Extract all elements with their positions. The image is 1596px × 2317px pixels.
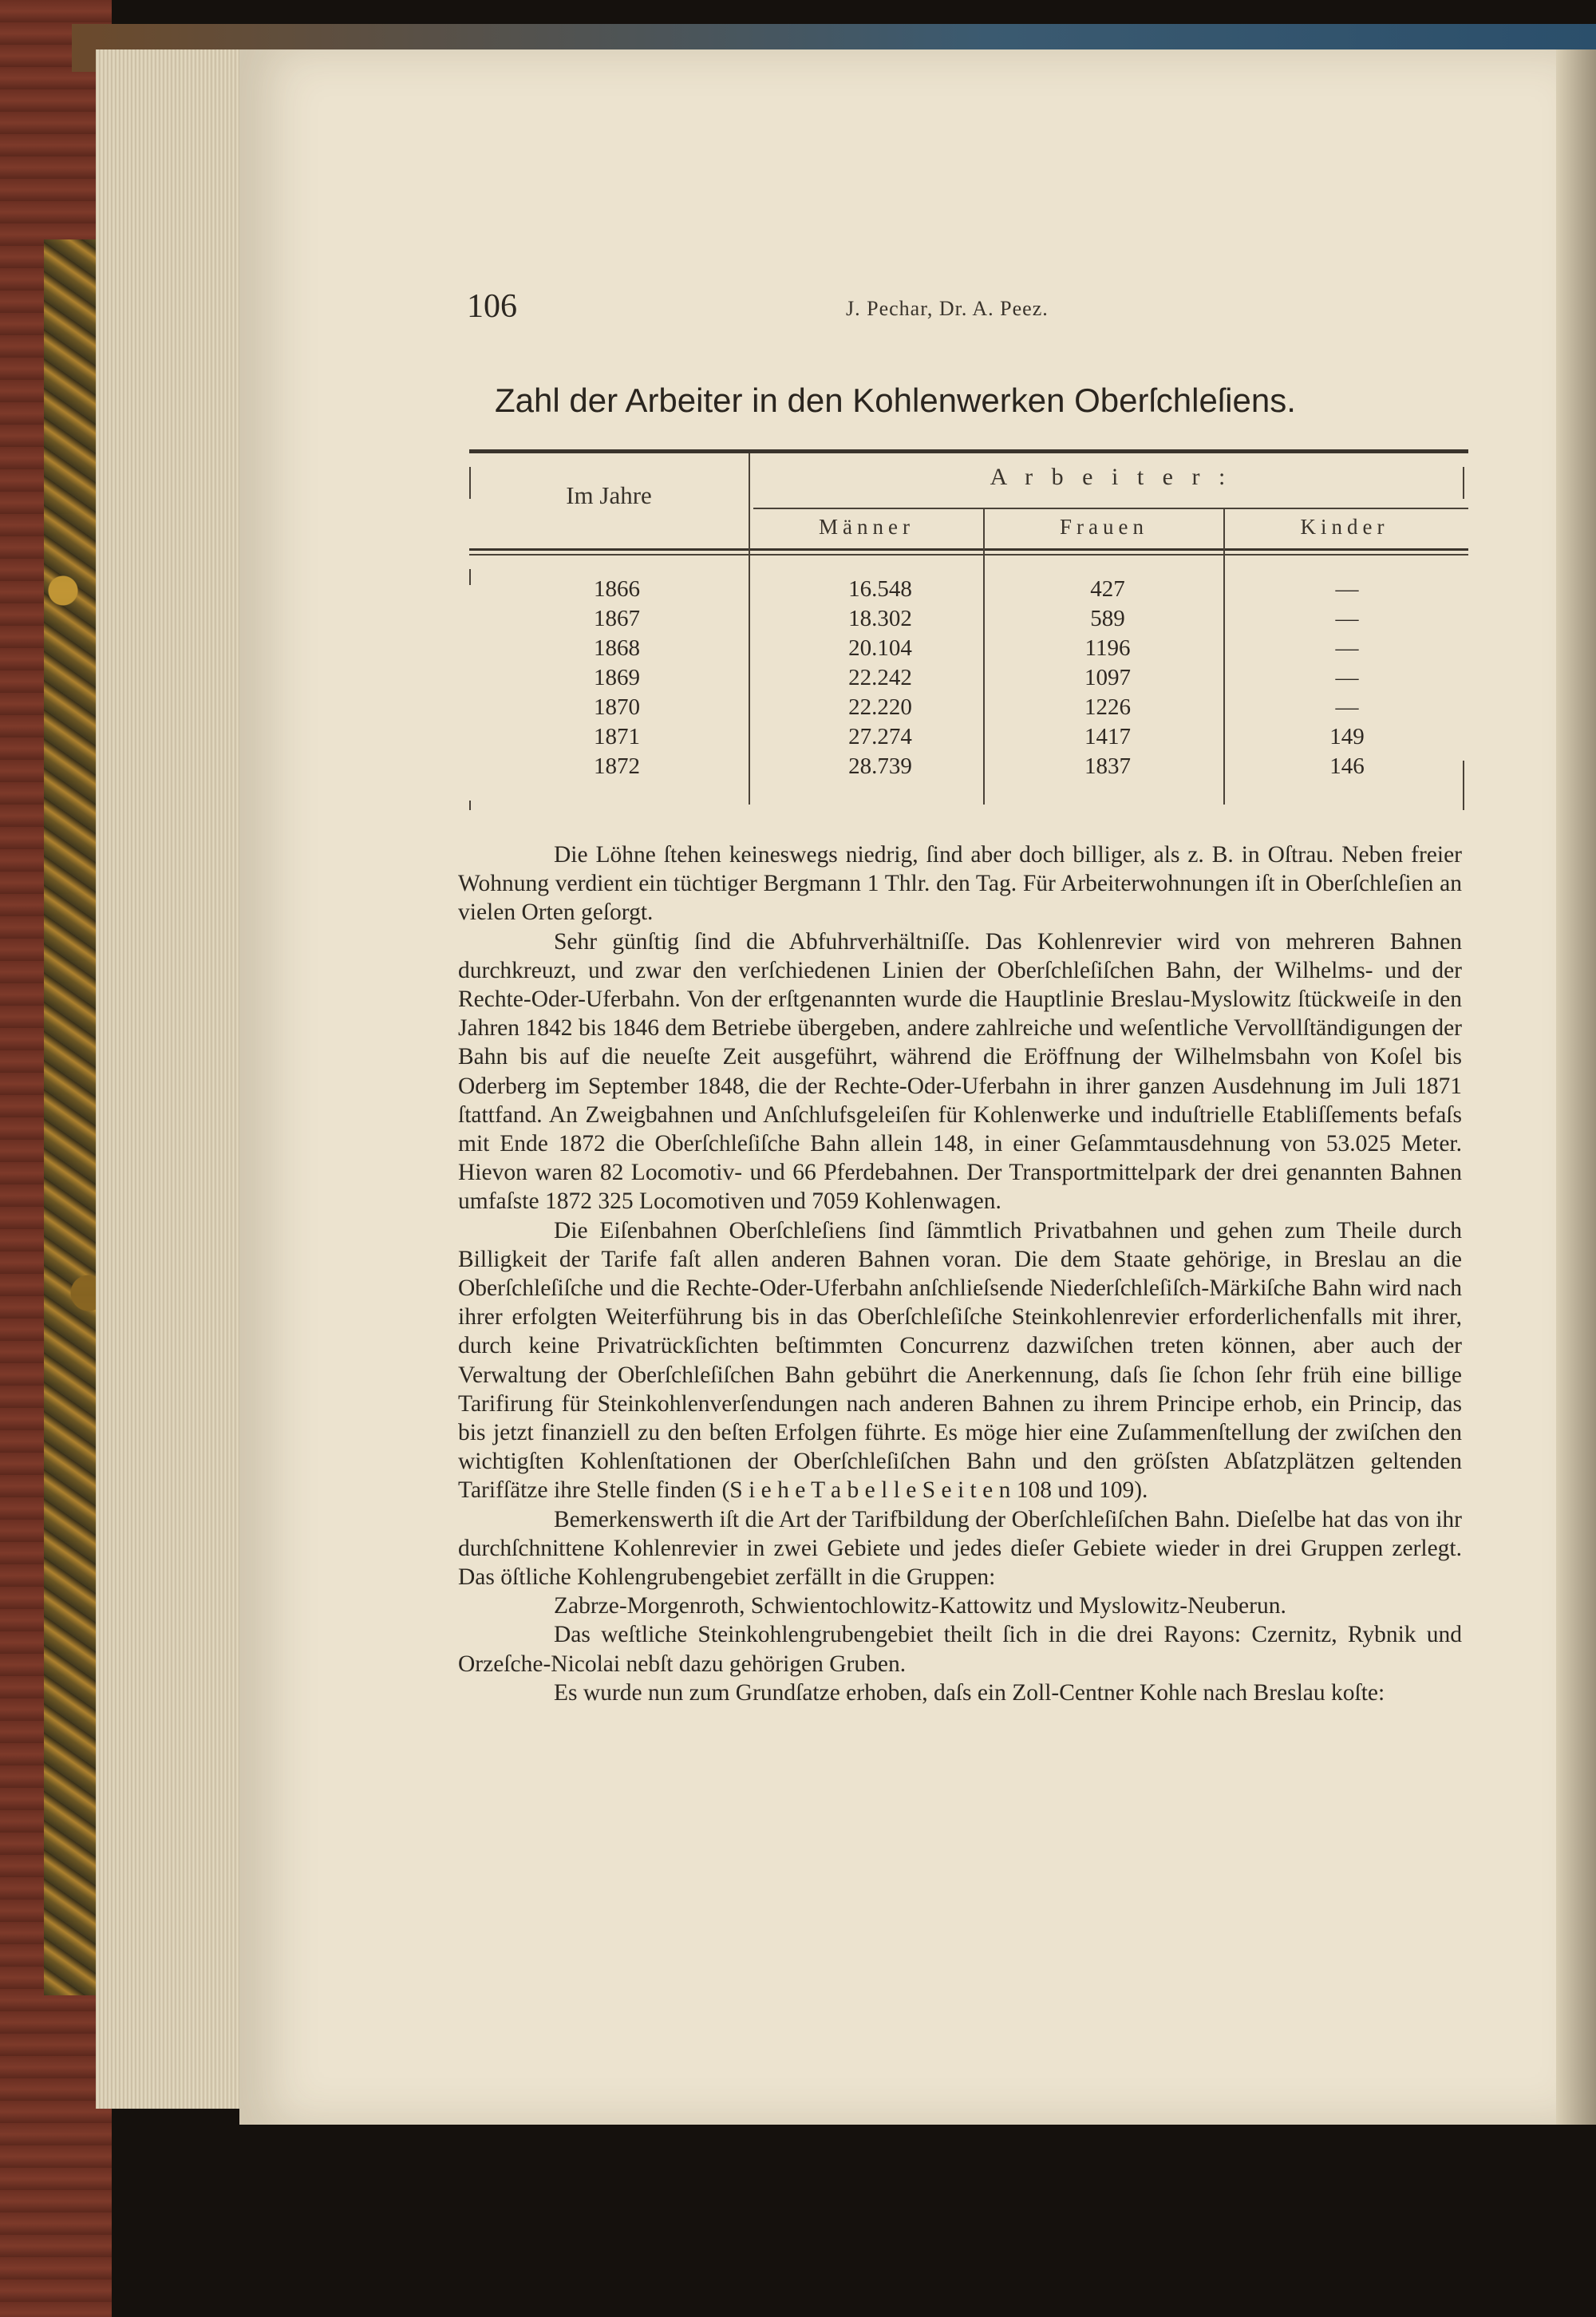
table-cell-year: 1872 — [594, 753, 640, 779]
table-cell-kinder: 146 — [1329, 753, 1365, 779]
table-cell-frauen: 589 — [1090, 606, 1125, 631]
paragraph: Zabrze-Morgenroth, Schwientochlowitz-Kattowitz und Myslowitz-Neuberun. — [554, 1593, 1286, 1619]
table-left-border-bottom — [469, 801, 471, 810]
workers-table — [469, 449, 1468, 810]
table-cell-maenner: 20.104 — [848, 635, 912, 661]
table-cell-maenner: 28.739 — [848, 753, 912, 779]
paragraph: Sehr günſtig ſind die Abfuhrverhältniſſe. Das Kohlenrevier wird von mehreren Bahnen durchkreuzt, und zwar den verſchiedenen Linien der Oberſchleſiſchen Bahn, der Wilhelms- und der Rechte-Oder-Uferbahn. Von der erſtgenannten wurde die Hauptlinie Breslau-Myslowitz ſtückweiſe in den Jahren 1842 bis 1846 dem Betriebe übergeben, andere zahlreiche und weſentliche Vervollſtändigungen der Bahn bis auf die neueſte Zeit ausgeführt, während die Eröffnung der Wilhelmsbahn von Koſel bis Oderberg im September 1848, die der Rechte-Oder-Uferbahn in ihrer ganzen Ausdehnung im Juli 1871 ſtattfand. An Zweigbahnen und Anſchlufsgeleiſen für Kohlenwerke und induſtrielle Etabliſſements befaſs mit Ende 1872 die Oberſchleſiſche Bahn allein 148, in einer Geſammtausdehnung von 53.025 Meter. Hievon waren 82 Locomotiv- und 66 Pferdebahnen. Der Transportmittelpark der drei genannten Bahnen umfaſste 1872 325 Locomotiven und 7059 Kohlenwagen. — [458, 928, 1462, 1215]
col-divider-frauen — [1223, 508, 1225, 805]
table-cell-maenner: 16.548 — [848, 576, 912, 602]
paragraph: Die Löhne ſtehen keineswegs niedrig, ſind aber doch billiger, als z. B. in Oſtrau. Neben freier Wohnung verdient ein tüchtiger Bergmann 1 Thlr. den Tag. Für Arbeiterwohnungen iſt in Oberſchleſien an vielen Orten geſorgt. — [458, 842, 1462, 926]
running-head: J. Pechar, Dr. A. Peez. — [846, 297, 1049, 320]
table-cell-year: 1867 — [594, 606, 640, 631]
table-title: Zahl der Arbeiter in den Kohlenwerken Oberſchleſiens. — [495, 382, 1296, 419]
page-edges — [96, 49, 247, 2109]
table-cell-kinder: — — [1335, 635, 1359, 661]
table-cell-maenner: 27.274 — [848, 724, 912, 749]
year-column — [525, 575, 709, 781]
table-cell-frauen: 1196 — [1084, 635, 1131, 661]
table-cell-kinder: — — [1335, 694, 1359, 720]
paragraph: Die Eiſenbahnen Oberſchleſiens ſind ſämmtlich Privatbahnen und gehen zum Theile durch Billigkeit der Tarife faſt allen anderen Bahnen voran. Die dem Staate gehörige, in Breslau an die Oberſchleſiſche und die Rechte-Oder-Uferbahn anſchlieſsende Niederſchleſiſch-Märkiſche Bahn wird nach ihrer erfolgten Weiterführung bis in das Oberſchleſiſche Steinkohlenrevier erforderlichenfalls mit ihrer, durch keine Privatrückſichten beſtimmten Concurrenz dazwiſchen treten können, aber auch der Verwaltung der Oberſchleſiſchen Bahn gebührt die Anerkennung, daſs ſie ſchon ſehr früh eine billige Tarifirung für Steinkohlenverſendungen nach anderen Bahnen zu ihrem Principe erhob, ein Princip, das bis jetzt finanziell zu den beſten Erfolgen führte. Es möge hier eine Zuſammenſtellung der zwiſchen den wichtigſten Kohlenſtationen der Oberſchleſiſchen Bahn und den gröſsten Abſatzplätzen geltenden Tarifſätze ihre Stelle finden (S i e h e T a b e l l e S e i t e n 108 und 109). — [458, 1217, 1462, 1504]
header-kinder: Kinder — [1300, 515, 1389, 539]
body-text — [458, 840, 1462, 1707]
table-cell-year: 1869 — [594, 665, 640, 690]
page-gutter-shadow — [1556, 49, 1596, 2125]
maenner-column — [788, 575, 972, 781]
page-number: 106 — [467, 288, 517, 325]
table-cell-maenner: 22.242 — [848, 665, 912, 690]
group-header-rule — [753, 508, 1468, 509]
table-cell-frauen: 1226 — [1084, 694, 1131, 720]
table-cell-kinder: — — [1335, 665, 1359, 690]
table-cell-year: 1871 — [594, 724, 640, 749]
header-bottom-rule-2 — [469, 554, 1468, 556]
year-header: Im Jahre — [566, 481, 652, 509]
col-divider-year — [749, 453, 750, 805]
paragraph: Das weſtliche Steinkohlengrubengebiet theilt ſich in die drei Rayons: Czernitz, Rybnik und Orzeſche-Nicolai nebſt dazu gehörigen Gruben. — [458, 1622, 1462, 1677]
table-cell-frauen: 427 — [1090, 576, 1125, 602]
header-maenner: Männer — [819, 515, 915, 539]
col-divider-maenner — [983, 508, 985, 805]
table-cell-kinder: — — [1335, 606, 1359, 631]
table-right-border-bottom — [1463, 761, 1464, 810]
table-cell-year: 1868 — [594, 635, 640, 661]
table-cell-maenner: 18.302 — [848, 606, 912, 631]
table-cell-frauen: 1417 — [1084, 724, 1131, 749]
table-cell-frauen: 1837 — [1084, 753, 1131, 779]
header-frauen: Frauen — [1060, 515, 1148, 539]
paragraph: Bemerkenswerth iſt die Art der Tarifbildung der Oberſchleſiſchen Bahn. Dieſelbe hat das von ihr durchſchnittene Kohlenrevier in zwei Gebiete und jedes dieſer Gebiete wieder in drei Gruppen zerlegt. Das öſtliche Kohlengrubengebiet zerfällt in die Gruppen: — [458, 1506, 1462, 1591]
kinder-column — [1299, 575, 1395, 781]
table-cell-year: 1866 — [594, 576, 640, 602]
table-left-border-mid — [469, 569, 471, 585]
table-cell-year: 1870 — [594, 694, 640, 720]
frauen-column — [1052, 575, 1163, 781]
group-header: A r b e i t e r : — [990, 464, 1232, 490]
table-cell-frauen: 1097 — [1084, 665, 1131, 690]
paragraph: Es wurde nun zum Grundſatze erhoben, daſs ein Zoll-Centner Kohle nach Breslau koſte: — [554, 1679, 1385, 1706]
table-cell-kinder: 149 — [1329, 724, 1365, 749]
table-cell-kinder: — — [1335, 576, 1359, 602]
table-cell-maenner: 22.220 — [848, 694, 912, 720]
table-top-rule — [469, 449, 1468, 453]
header-bottom-rule-1 — [469, 548, 1468, 551]
